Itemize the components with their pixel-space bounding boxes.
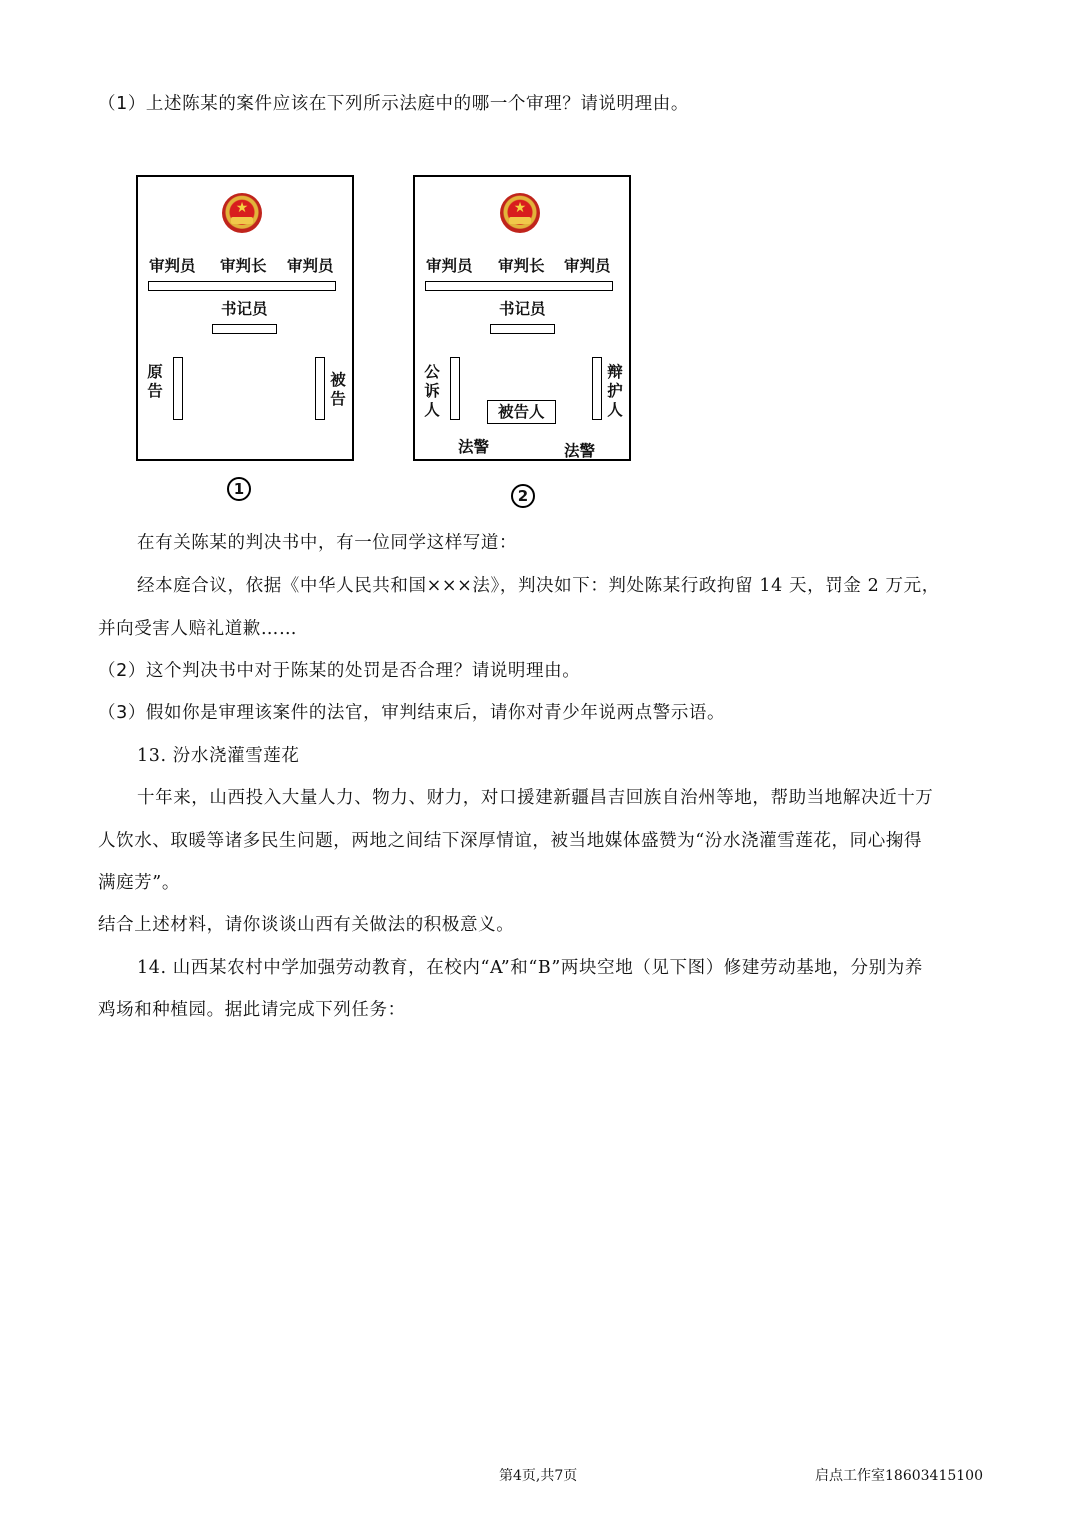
courtroom-diagram-2 (413, 175, 631, 461)
chief-judge-label: 审判长 (220, 257, 267, 275)
national-emblem-icon: ★ (500, 193, 540, 233)
judge-left-label: 审判员 (149, 257, 196, 275)
diagram-number-2: 2 (511, 484, 535, 508)
judgment-intro: 在有关陈某的判决书中，有一位同学这样写道： (137, 533, 518, 553)
plaintiff-label: 原告 (147, 363, 163, 400)
judge-right-label: 审判员 (564, 257, 611, 275)
judge-left-label: 审判员 (426, 257, 473, 275)
question-2: （2）这个判决书中对于陈某的处罚是否合理？请说明理由。 (98, 661, 581, 681)
footer-page-number: 第4页,共7页 (499, 1468, 578, 1484)
judgment-line-2: 并向受害人赔礼道歉…… (98, 619, 298, 639)
police-right-label: 法警 (564, 442, 596, 460)
prosecutor-desk (450, 357, 460, 420)
question-13-line-3: 满庭芳”。 (98, 873, 180, 893)
clerk-desk (212, 324, 277, 334)
clerk-desk (490, 324, 555, 334)
defendant-label: 被告 (330, 371, 346, 408)
courtroom-diagram-1 (136, 175, 354, 461)
judgment-line-1: 经本庭合议，依据《中华人民共和国×××法》，判决如下：判处陈某行政拘留 14 天，罚金 2 万元， (137, 576, 940, 596)
plaintiff-desk (173, 357, 183, 420)
defender-label: 辩护人 (607, 363, 623, 419)
question-3: （3）假如你是审理该案件的法官，审判结束后，请你对青少年说两点警示语。 (98, 703, 726, 723)
diagram-number-1: 1 (227, 477, 251, 501)
footer-studio: 启点工作室18603415100 (815, 1468, 983, 1484)
judges-bench (425, 281, 613, 291)
question-14-line-1: 14. 山西某农村中学加强劳动教育，在校内“A”和“B”两块空地（见下图）修建劳动基地，分别为养 (137, 958, 923, 978)
chief-judge-label: 审判长 (498, 257, 545, 275)
question-13-title: 13. 汾水浇灌雪莲花 (137, 746, 300, 766)
national-emblem-icon: ★ (222, 193, 262, 233)
prosecutor-label: 公诉人 (424, 363, 440, 419)
judges-bench (148, 281, 336, 291)
police-left-label: 法警 (458, 438, 490, 456)
question-14-line-2: 鸡场和种植园。据此请完成下列任务： (98, 1000, 406, 1020)
defendant-desk (315, 357, 325, 420)
question-13-prompt: 结合上述材料，请你谈谈山西有关做法的积极意义。 (98, 915, 515, 935)
defender-desk (592, 357, 602, 420)
clerk-label: 书记员 (221, 300, 268, 318)
clerk-label: 书记员 (499, 300, 546, 318)
accused-box: 被告人 (487, 400, 556, 424)
question-1: （1）上述陈某的案件应该在下列所示法庭中的哪一个审理？请说明理由。 (98, 94, 689, 114)
question-13-line-2: 人饮水、取暖等诸多民生问题，两地之间结下深厚情谊，被当地媒体盛赞为“汾水浇灌雪莲花，同心掬得 (98, 831, 923, 851)
question-13-line-1: 十年来，山西投入大量人力、物力、财力，对口援建新疆昌吉回族自治州等地，帮助当地解决近十万 (137, 788, 934, 808)
judge-right-label: 审判员 (287, 257, 334, 275)
